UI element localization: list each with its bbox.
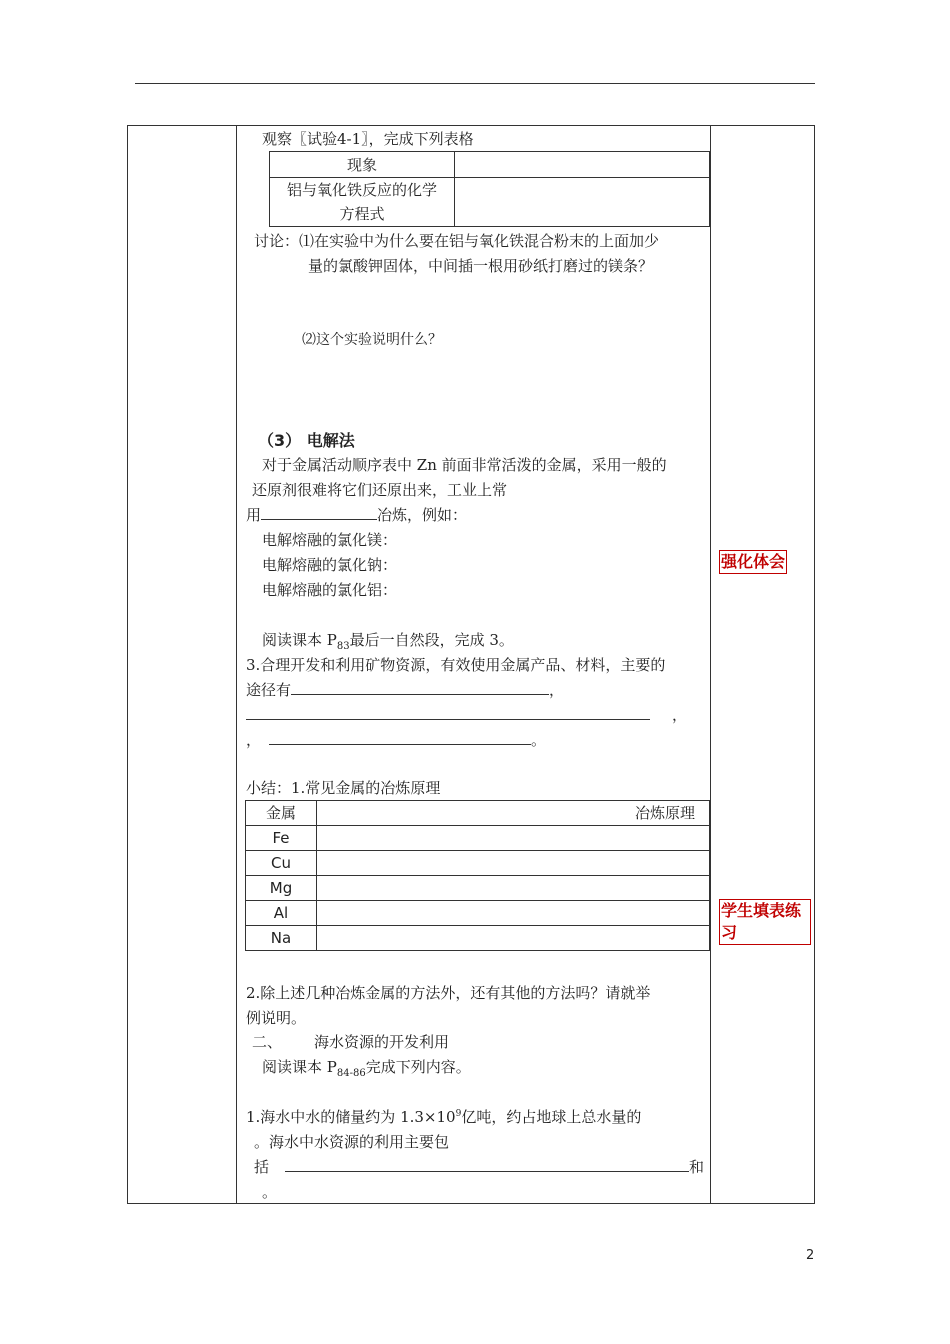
- method-blank[interactable]: [261, 505, 377, 520]
- read1-pre: 阅读课本 P: [262, 631, 337, 649]
- discuss-q1-line2: 量的氯酸钾固体，中间插一根用砂纸打磨过的镁条？: [308, 257, 654, 275]
- metal-cell: Fe: [246, 826, 317, 851]
- q3-line4-pre: ，: [246, 731, 262, 749]
- principle-cell[interactable]: [317, 826, 710, 851]
- sea-q1-line4: 。: [262, 1183, 278, 1201]
- electrolysis-line3-post: 冶炼，例如：: [377, 506, 468, 524]
- read1-page: 83: [336, 641, 350, 652]
- sea-q1-pre: 1.海水中水的储量约为 1.3×10: [246, 1108, 456, 1126]
- observe-intro: 观察〖试验4-1〗，完成下列表格: [262, 130, 474, 148]
- read1-post: 最后一自然段，完成 3。: [349, 631, 514, 649]
- q2b-line1: 2.除上述几种冶炼金属的方法外，还有其他的方法吗？请就举: [246, 984, 651, 1002]
- column-divider-right: [710, 125, 711, 1204]
- discuss-q2: ⑵这个实验说明什么？: [302, 332, 442, 348]
- page-number: 2: [806, 1248, 815, 1263]
- metal-cell: Cu: [246, 851, 317, 876]
- sea-q1-line3-pre: 括: [254, 1158, 270, 1176]
- metal-cell: Na: [246, 926, 317, 951]
- section2-number: 二、: [252, 1033, 283, 1051]
- header-principle: 冶炼原理: [317, 801, 710, 826]
- read2-post: 完成下列内容。: [365, 1058, 471, 1076]
- electrolysis-mg: 电解熔融的氯化镁：: [262, 531, 398, 549]
- q3-line2-pre: 途径有: [246, 681, 292, 699]
- equation-label-line1: 铝与氧化铁反应的化学: [286, 181, 437, 199]
- q3-period: 。: [531, 731, 547, 749]
- principle-cell[interactable]: [317, 926, 710, 951]
- q3-line4: [246, 729, 546, 750]
- q3-blank-3[interactable]: [269, 730, 531, 745]
- observe-answer-equation[interactable]: [455, 178, 710, 227]
- electrolysis-line2: 还原剂很难将它们还原出来，工业上常: [252, 481, 508, 499]
- q3-comma: ，: [549, 681, 565, 699]
- observe-label-phenomenon: 现象: [270, 152, 455, 178]
- note-practice: [719, 899, 811, 945]
- read-textbook-83: [262, 629, 514, 652]
- section2-title: 海水资源的开发利用: [314, 1033, 450, 1051]
- equation-label-line2: 方程式: [339, 205, 385, 223]
- sea-q1-post: 亿吨，约占地球上总水量的: [461, 1108, 642, 1126]
- electrolysis-line3: [246, 504, 467, 525]
- note-reinforce: 强化体会: [719, 550, 787, 574]
- electrolysis-al: 电解熔融的氯化铝：: [262, 581, 398, 599]
- observation-table: [269, 151, 710, 227]
- q3-line3: [246, 704, 687, 725]
- observe-label-equation: [270, 178, 455, 227]
- header-rule: [135, 83, 815, 84]
- sea-q1-blank[interactable]: [285, 1157, 689, 1172]
- electrolysis-line1: 对于金属活动顺序表中 Zn 前面非常活泼的金属，采用一般的: [262, 456, 667, 474]
- column-divider-left: [236, 125, 237, 1204]
- read-textbook-84-86: [262, 1056, 471, 1079]
- electrolysis-heading: （3） 电解法: [258, 431, 355, 450]
- summary-title: 小结：1.常见金属的冶炼原理: [246, 779, 441, 797]
- q3-blank-2[interactable]: [246, 705, 650, 720]
- metal-cell: Mg: [246, 876, 317, 901]
- sea-q1-line1: [246, 1106, 641, 1127]
- principle-cell[interactable]: [317, 876, 710, 901]
- discuss-q1-line1: 讨论：⑴在实验中为什么要在铝与氧化铁混合粉末的上面加少: [254, 232, 660, 250]
- principle-cell[interactable]: [317, 901, 710, 926]
- observe-answer-phenomenon[interactable]: [455, 152, 710, 178]
- sea-q1-line3-post: 和: [689, 1158, 705, 1176]
- sea-q1-exponent: 9: [455, 1109, 462, 1119]
- sea-q1-line2: 。海水中水资源的利用主要包: [254, 1133, 450, 1151]
- smelting-principle-table: [245, 800, 710, 951]
- electrolysis-na: 电解熔融的氯化钠：: [262, 556, 398, 574]
- note-practice-line2: 习: [721, 923, 738, 942]
- header-metal: 金属: [246, 801, 317, 826]
- sea-q1-line3: [254, 1156, 704, 1177]
- electrolysis-line3-pre: 用: [246, 506, 262, 524]
- note-practice-line1: 学生填表练: [721, 901, 802, 920]
- read2-pre: 阅读课本 P: [262, 1058, 337, 1076]
- q3-comma-2: ，: [672, 706, 688, 724]
- q2b-line2: 例说明。: [246, 1009, 307, 1027]
- q3-blank-1[interactable]: [291, 680, 549, 695]
- metal-cell: Al: [246, 901, 317, 926]
- q3-line1: 3.合理开发和利用矿物资源，有效使用金属产品、材料，主要的: [246, 656, 666, 674]
- principle-cell[interactable]: [317, 851, 710, 876]
- q3-line2: [246, 679, 564, 700]
- read2-pages: 84-86: [336, 1068, 366, 1079]
